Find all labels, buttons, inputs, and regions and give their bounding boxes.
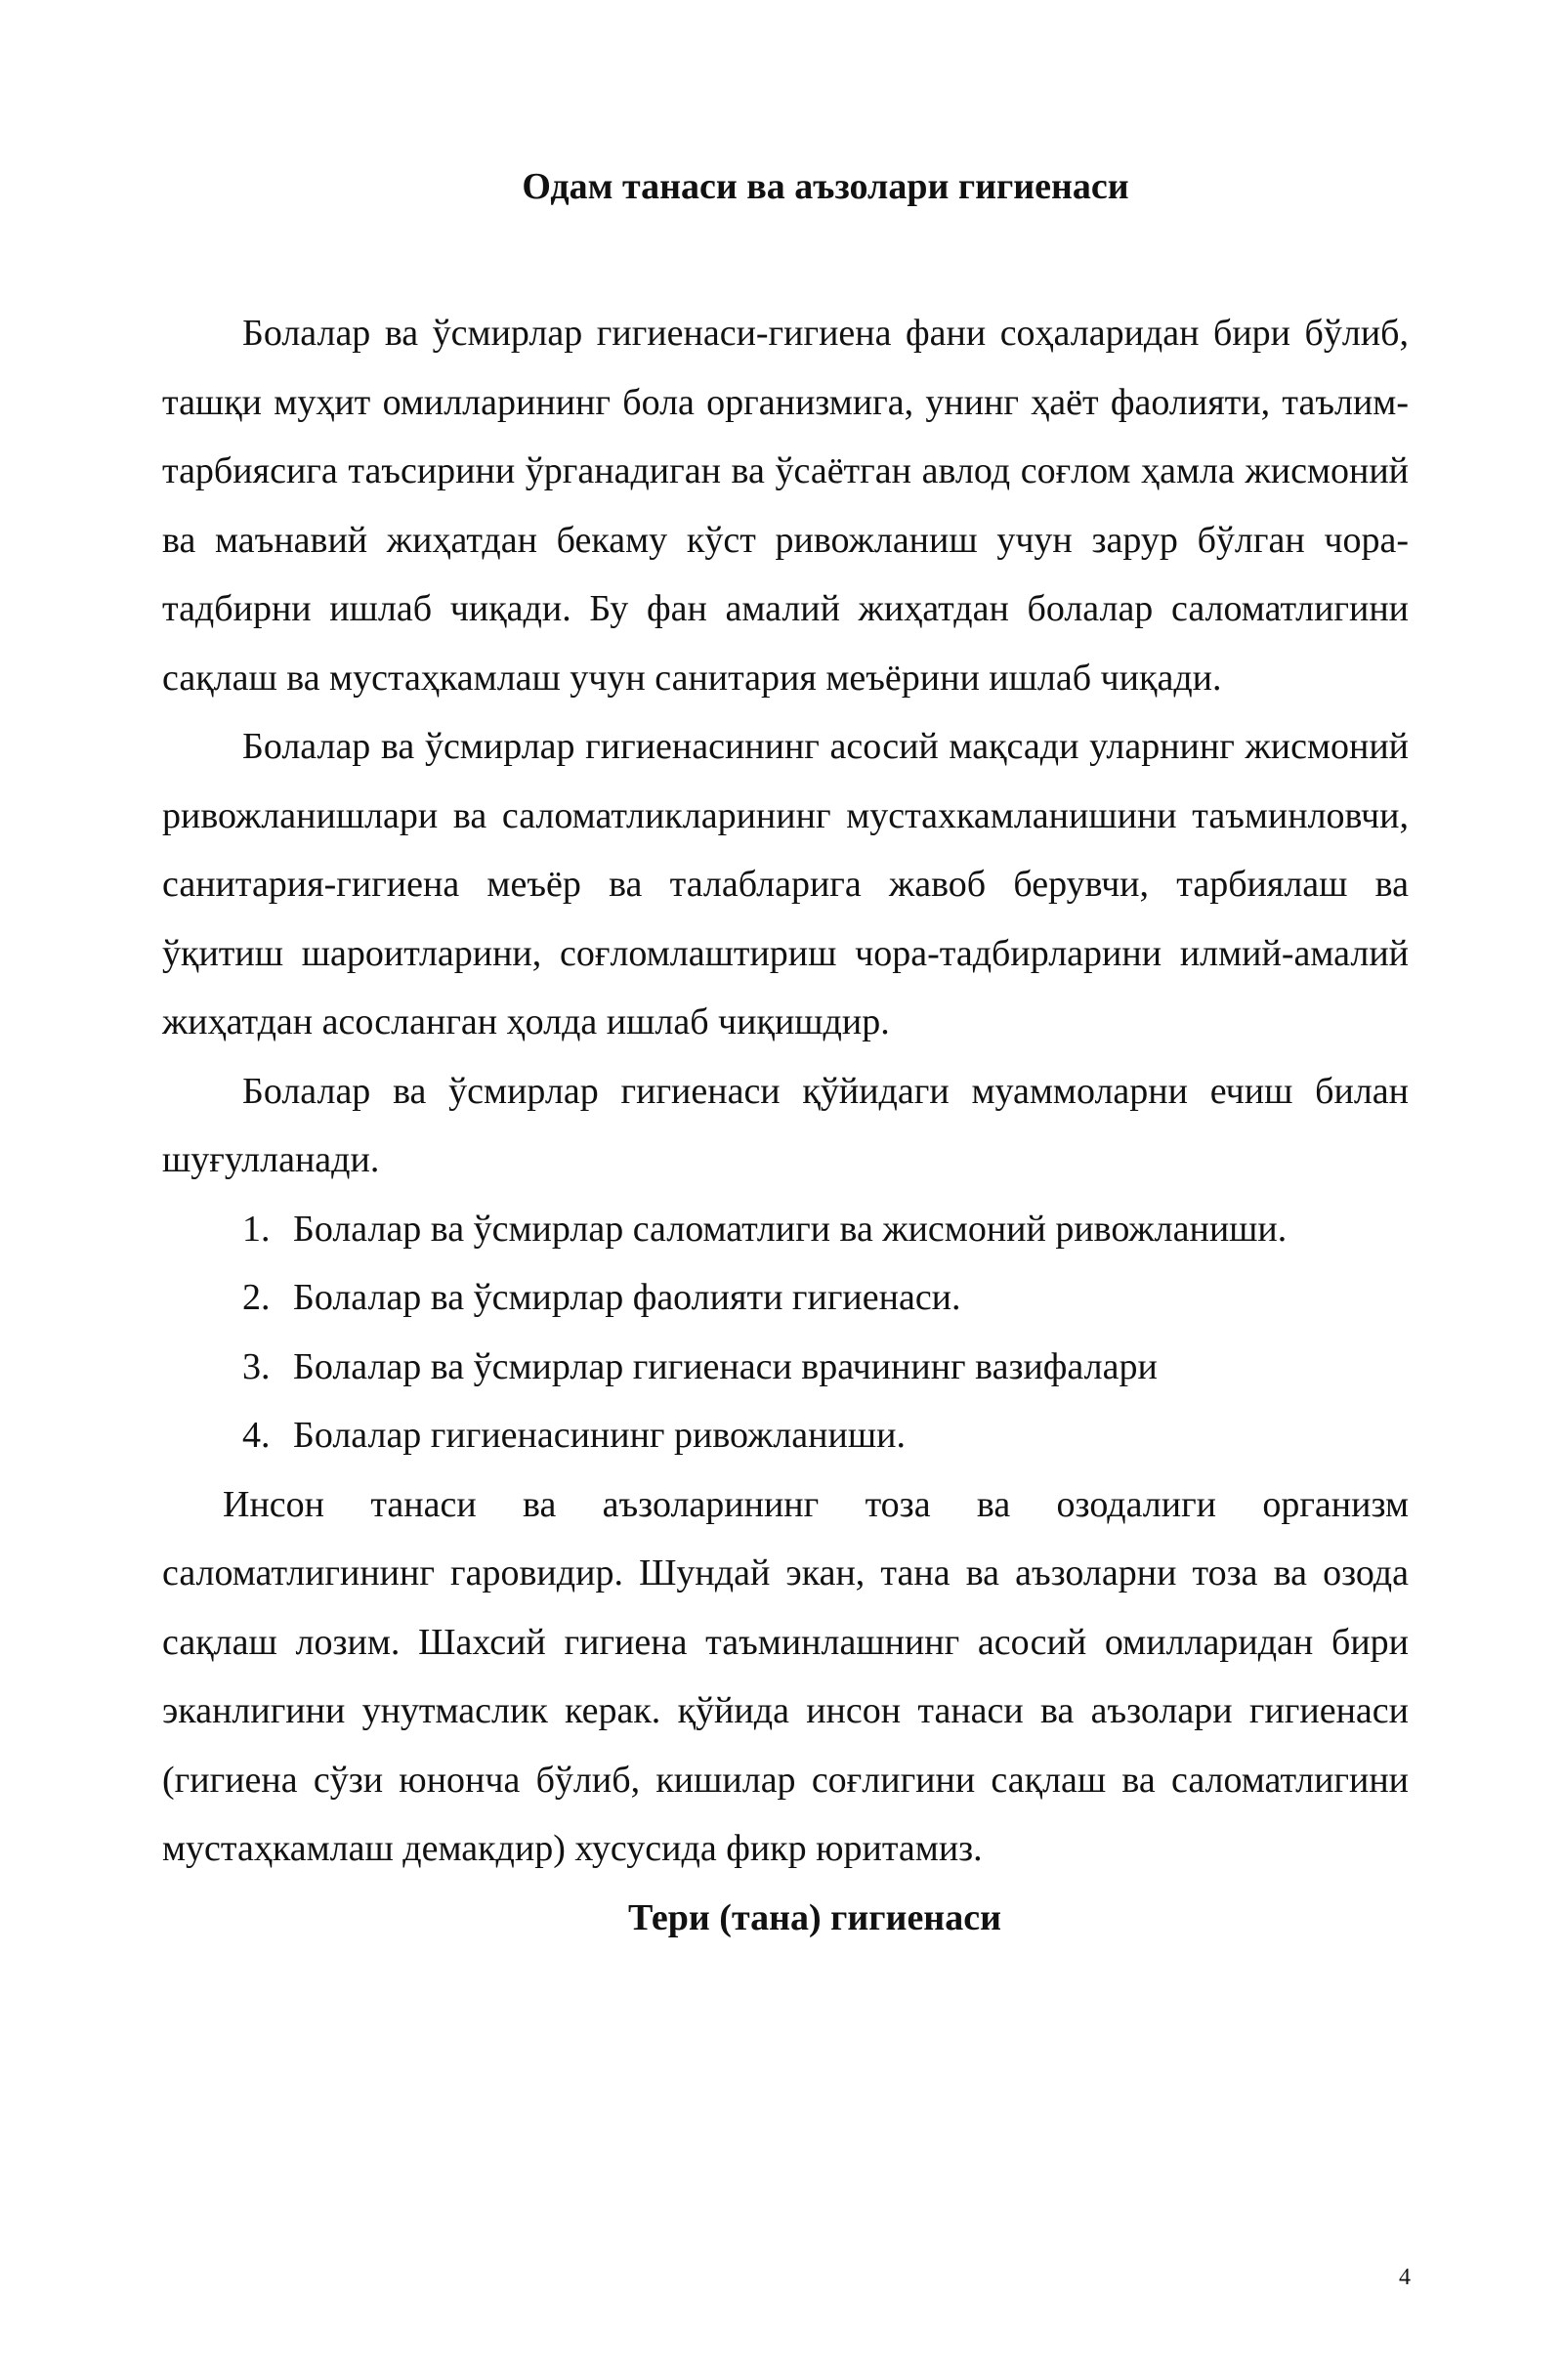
list-item-text: Болалар ва ўсмирлар гигиенаси врачининг вазифалари bbox=[293, 1345, 1158, 1387]
paragraph-3: Болалар ва ўсмирлар гигиенаси қўйидаги муаммоларни ечиш билан шуғулланади. bbox=[162, 1070, 1409, 1180]
list-item-number: 1. bbox=[242, 1208, 271, 1250]
list-item bbox=[162, 1333, 1409, 1402]
closing-paragraph: Инсон танаси ва аъзоларининг тоза ва озодалиги организм саломатлигининг гаровидир. Шундай экан, тана ва аъзоларни тоза ва озода сақлаш лозим. Шахсий гигиена таъминлашнинг асосий омилларидан бири эканлигини унутмаслик керак. қўйида инсон танаси ва аъзолари гигиенаси (гигиена сўзи юнонча бўлиб, кишилар соғлигини сақлаш ва саломатлигини мустаҳкамлаш демакдир) хусусида фикр юритамиз. bbox=[162, 1483, 1409, 1869]
list-item bbox=[162, 1263, 1409, 1333]
document-title: Одам танаси ва аъзолари гигиенаси bbox=[522, 166, 1129, 207]
list-item bbox=[162, 1401, 1409, 1470]
document-body bbox=[162, 299, 1409, 1952]
paragraph-1: Болалар ва ўсмирлар гигиенаси-гигиена фани соҳаларидан бири бўлиб, ташқи муҳит омилларининг бола организмига, унинг ҳаёт фаолияти, таълим-тарбиясига таъсирини ўрганадиган ва ўсаётган авлод соғлом ҳамла жисмоний ва маънавий жиҳатдан бекаму кўст ривожланиш учун зарур бўлган чора-тадбирни ишлаб чиқади. Бу фан амалий жиҳатдан болалар саломатлигини сақлаш ва мустаҳкамлаш учун санитария меъёрини ишлаб чиқади. bbox=[162, 313, 1409, 699]
list-item bbox=[162, 1195, 1409, 1264]
list-item-text: Болалар ва ўсмирлар фаолияти гигиенаси. bbox=[293, 1277, 961, 1318]
list-item-number: 4. bbox=[242, 1415, 271, 1456]
tasks-list bbox=[162, 1195, 1409, 1470]
list-item-number: 2. bbox=[242, 1277, 271, 1318]
list-item-text: Болалар ва ўсмирлар саломатлиги ва жисмоний ривожланиши. bbox=[293, 1208, 1288, 1250]
list-item-number: 3. bbox=[242, 1345, 271, 1387]
section-subtitle: Тери (тана) гигиенаси bbox=[628, 1896, 1001, 1938]
paragraph-2: Болалар ва ўсмирлар гигиенасининг асосий мақсади уларнинг жисмоний ривожланишлари ва саломатликларининг мустахкамланишини таъминловчи, санитария-гигиена меъёр ва талабларига жавоб берувчи, тарбиялаш ва ўқитиш шароитларини, соғломлаштириш чора-тадбирларини илмий-амалий жиҳатдан асосланган ҳолда ишлаб чиқишдир. bbox=[162, 726, 1409, 1042]
list-item-text: Болалар гигиенасининг ривожланиши. bbox=[293, 1415, 906, 1456]
page-number: 4 bbox=[1399, 2265, 1411, 2290]
